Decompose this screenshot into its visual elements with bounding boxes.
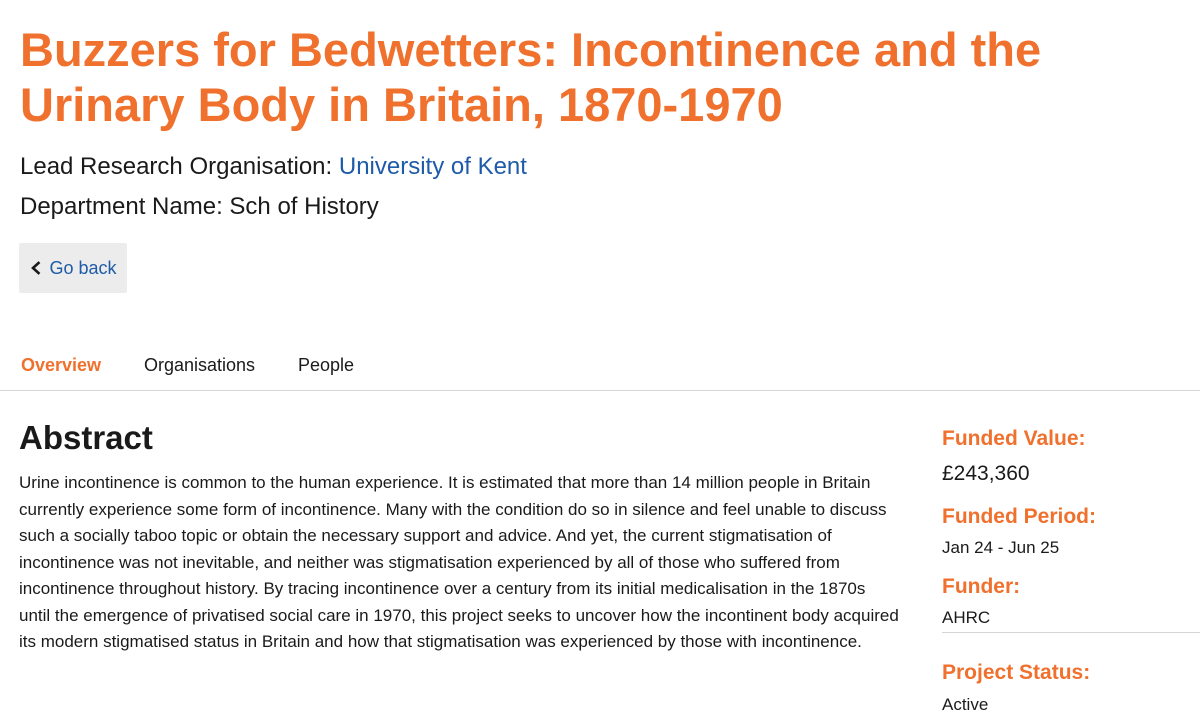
lead-organisation-label: Lead Research Organisation: (20, 153, 339, 180)
tab-overview[interactable]: Overview (21, 355, 102, 375)
funder-label: Funder: (942, 575, 1021, 598)
chevron-left-icon (29, 261, 43, 275)
department-name: Sch of History (229, 193, 379, 220)
go-back-button[interactable] (19, 243, 127, 293)
tab-organisations[interactable]: Organisations (144, 355, 256, 375)
lead-organisation-line (20, 152, 527, 182)
project-status: Active (942, 695, 989, 714)
department-label: Department Name: (20, 193, 230, 220)
tab-bar (0, 340, 1200, 391)
funded-value: £243,360 (942, 462, 1030, 485)
tab-people[interactable]: People (298, 355, 355, 375)
funded-value-label: Funded Value: (942, 427, 1086, 450)
abstract-text: Urine incontinence is common to the human experience. It is estimated that more than 14 million people in Britain currently experience some form of incontinence. Many with the condition do so in silence and feel unable to discuss such a socially taboo topic or obtain the necessary support and advice. And yet, the current stigmatisation of incontinence was not inevitable, and neither was stigmatisation experienced by all of those who suffered from incontinence throughout history. By tracing incontinence over a century from its initial medicalisation in the 1870s until the emergence of privatised social care in 1970, this project seeks to uncover how the incontinent body acquired its modern stigmatised status in Britain and how that stigmatisation was experienced by those with incontinence. (19, 473, 899, 651)
lead-organisation-link[interactable]: University of Kent (338, 153, 527, 180)
summary-divider (942, 632, 1200, 633)
go-back-label: Go back (49, 257, 117, 278)
funded-period: Jan 24 - Jun 25 (942, 538, 1060, 557)
department-line (20, 192, 379, 222)
project-status-label: Project Status: (942, 661, 1091, 684)
page-title: Buzzers for Bedwetters: Incontinence and the Urinary Body in Britain, 1870-1970 (20, 23, 1042, 131)
abstract-heading: Abstract (19, 419, 153, 456)
funded-period-label: Funded Period: (942, 505, 1096, 528)
funder-value: AHRC (942, 608, 991, 627)
